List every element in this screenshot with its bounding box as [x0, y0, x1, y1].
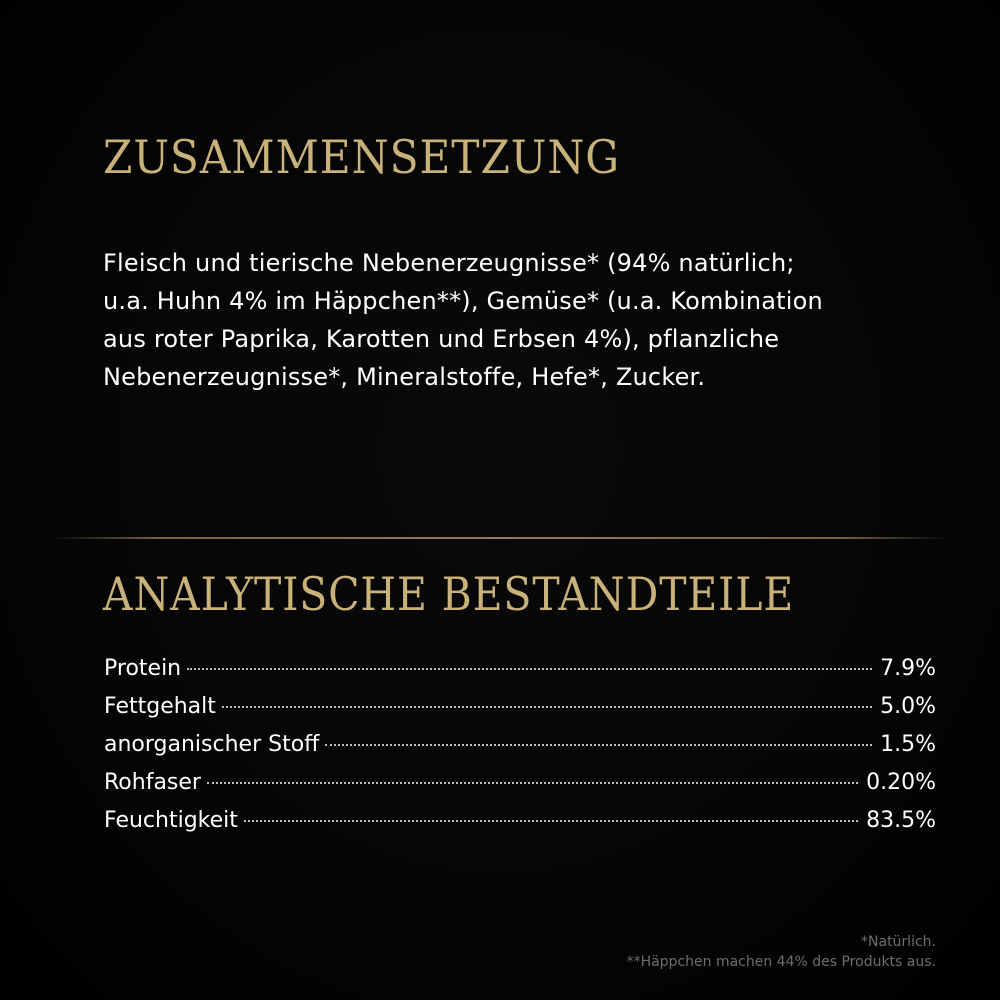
dot-leader — [244, 820, 858, 822]
analysis-heading: ANALYTISCHE BESTANDTEILE — [103, 567, 795, 621]
analysis-value: 83.5% — [866, 808, 936, 833]
analysis-value: 7.9% — [880, 656, 936, 681]
analysis-row — [104, 808, 936, 846]
composition-line: Fleisch und tierische Nebenerzeugnisse* (94% natürlich; — [103, 249, 795, 277]
analysis-row — [104, 770, 936, 808]
dot-leader — [207, 782, 858, 784]
section-divider — [50, 537, 950, 539]
analysis-value: 5.0% — [880, 694, 936, 719]
analysis-label: Protein — [104, 656, 182, 681]
composition-heading: ZUSAMMENSETZUNG — [103, 130, 621, 184]
analysis-value: 0.20% — [866, 770, 936, 795]
composition-line: aus roter Paprika, Karotten und Erbsen 4%), pflanzliche — [103, 325, 780, 353]
composition-line: Nebenerzeugnisse*, Mineralstoffe, Hefe*, Zucker. — [103, 363, 706, 391]
composition-text — [103, 244, 933, 396]
analysis-label: anorganischer Stoff — [104, 732, 320, 757]
analysis-row — [104, 694, 936, 732]
composition-line: u.a. Huhn 4% im Häppchen**), Gemüse* (u.a. Kombination — [103, 287, 823, 315]
footnote-pieces: **Häppchen machen 44% des Produkts aus. — [626, 954, 936, 970]
analysis-row — [104, 656, 936, 694]
dot-leader — [187, 668, 872, 670]
dot-leader — [325, 744, 872, 746]
analysis-value: 1.5% — [880, 732, 936, 757]
analysis-label: Rohfaser — [104, 770, 201, 795]
analysis-row — [104, 732, 936, 770]
footnotes — [627, 932, 936, 972]
analysis-label: Fettgehalt — [104, 694, 216, 719]
dot-leader — [222, 706, 872, 708]
footnote-natural: *Natürlich. — [861, 934, 936, 950]
analysis-label: Feuchtigkeit — [104, 808, 238, 833]
analysis-table — [104, 656, 936, 846]
